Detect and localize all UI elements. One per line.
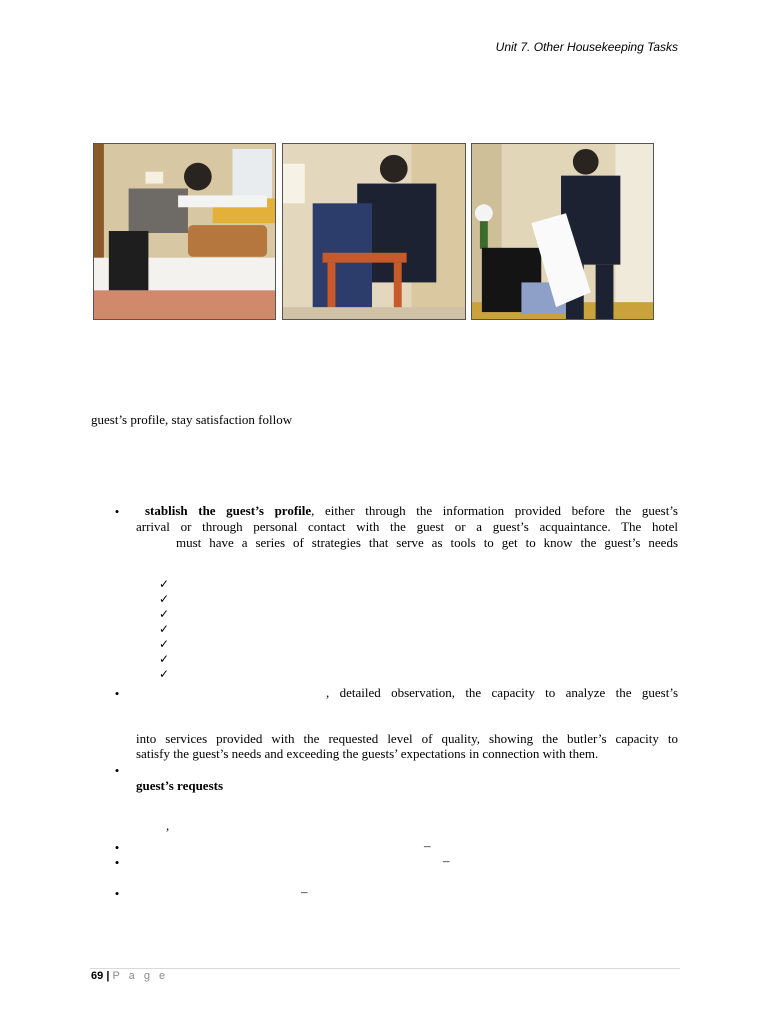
- bullet1-line1: [145, 503, 678, 519]
- dash: –: [443, 853, 450, 868]
- running-header: Unit 7. Other Housekeeping Tasks: [495, 40, 678, 54]
- bullet3-bold: guest’s requests: [136, 778, 224, 793]
- footer-separator: |: [106, 970, 110, 982]
- checkmark: ✓: [159, 667, 170, 681]
- bullet1-bold: stablish the guest’s profile: [145, 503, 312, 518]
- comma-fragment: ,: [166, 818, 170, 833]
- bullet1-line2: arrival or through personal contact with the guest or a guest’s acquaintance. The hotel: [136, 519, 678, 534]
- checkmark: ✓: [159, 577, 170, 591]
- bullet2-line2: into services provided with the requested level of quality, showing the butler’s capacity to: [136, 731, 678, 746]
- bullet2-line3: satisfy the guest’s needs and exceeding the guests’ expectations in connection with them.: [136, 746, 599, 761]
- page-number: 69: [91, 970, 104, 982]
- checkmark: ✓: [159, 607, 170, 621]
- bullet: •: [114, 886, 120, 901]
- bullet: •: [114, 855, 120, 870]
- bullet: •: [114, 686, 120, 701]
- intro-fragment: guest’s profile, stay satisfaction follow: [91, 412, 293, 427]
- checkmark: ✓: [159, 622, 170, 636]
- page-word: P a g e: [112, 970, 169, 982]
- footer-divider: [90, 968, 680, 969]
- dash: –: [424, 838, 431, 853]
- checkmark: ✓: [159, 637, 170, 651]
- butler-unpacking-luggage-photo: [471, 143, 654, 320]
- dash: –: [301, 884, 308, 899]
- checkmark: ✓: [159, 592, 170, 606]
- bullet: •: [114, 763, 120, 778]
- bullet2-fragment: , detailed observation, the capacity to analyze the guest’s: [326, 685, 678, 700]
- bullet: •: [114, 840, 120, 855]
- bullet1-rest: , either through the information provided before the guest’s: [311, 503, 678, 518]
- page-footer: [91, 970, 168, 982]
- butler-hanging-suit-photo: [282, 143, 466, 320]
- bullet: •: [114, 504, 120, 519]
- bullet1-line3: must have a series of strategies that serve as tools to get to know the guest’s needs: [176, 535, 678, 550]
- butler-arranging-pillows-photo: [93, 143, 276, 320]
- checkmark: ✓: [159, 652, 170, 666]
